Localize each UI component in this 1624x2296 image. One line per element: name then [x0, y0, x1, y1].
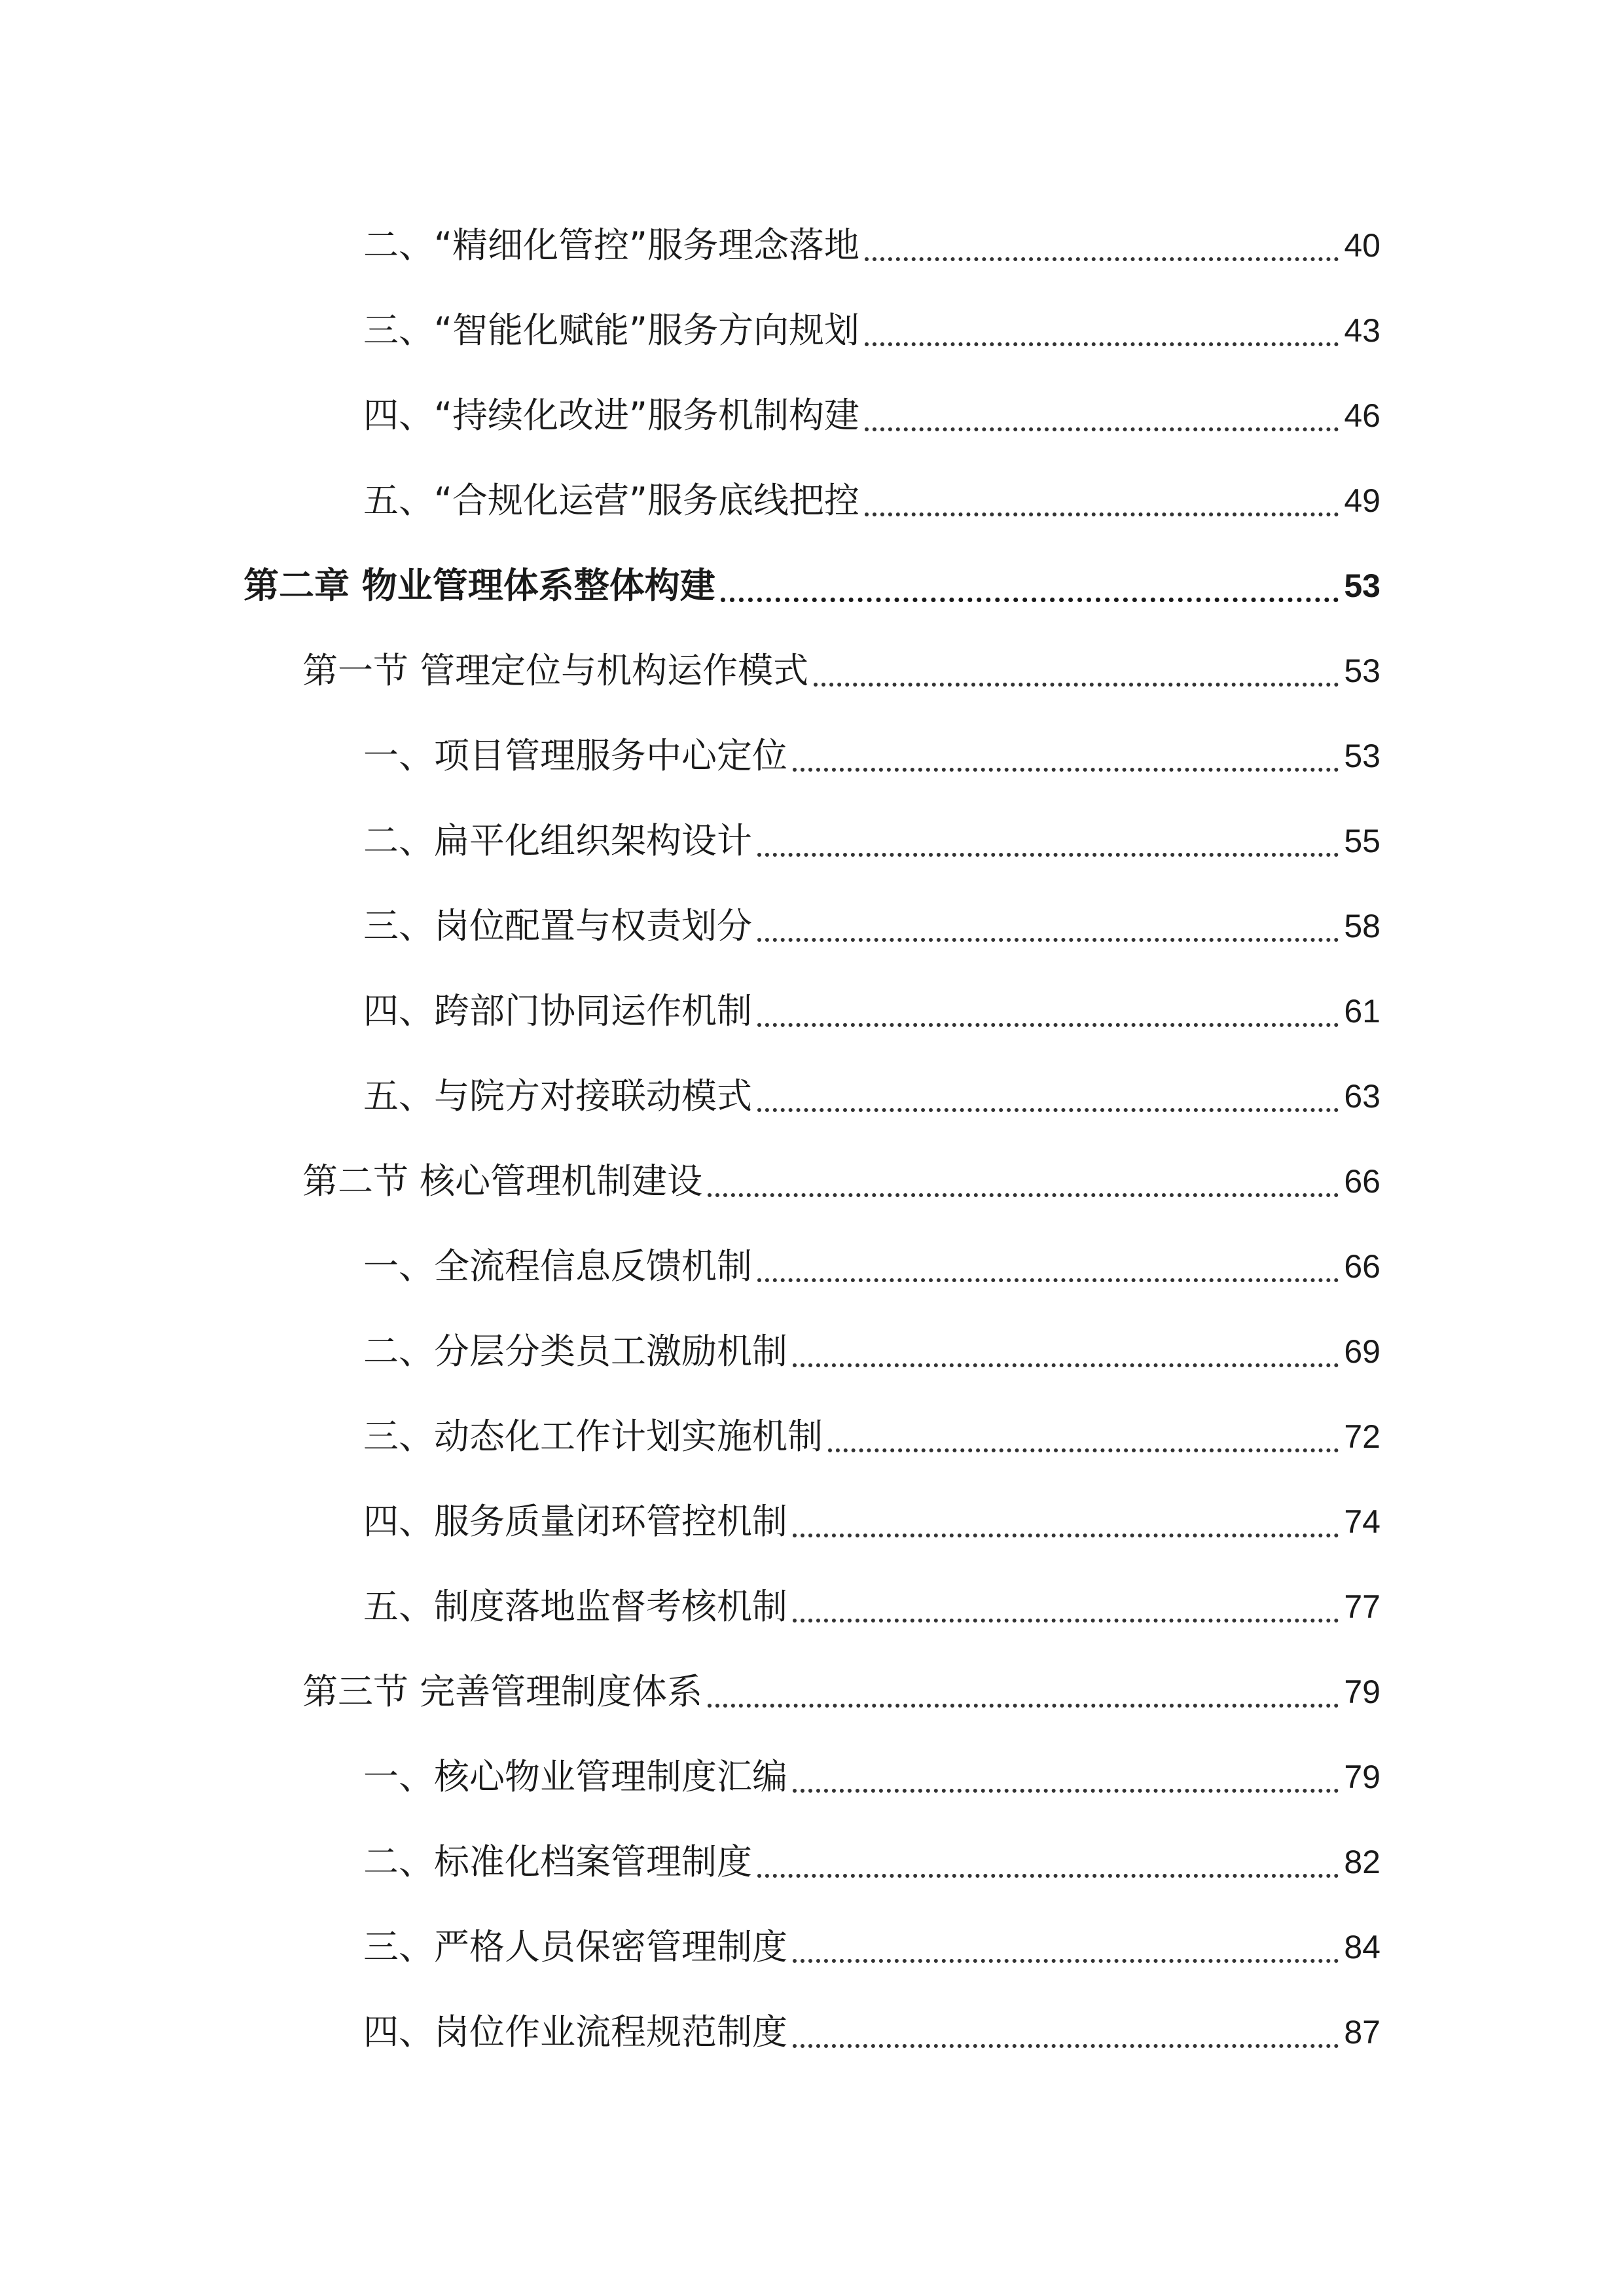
toc-entry[interactable] [0, 1054, 1624, 1139]
toc-entry[interactable] [0, 1649, 1624, 1734]
toc-dot-leader [757, 817, 1339, 857]
table-of-contents [0, 203, 1624, 2075]
toc-entry-title: 二、扁平化组织架构设计 [363, 820, 752, 861]
toc-entry[interactable] [0, 884, 1624, 969]
toc-dot-leader [757, 903, 1339, 942]
toc-entry-title: 三、动态化工作计划实施机制 [363, 1416, 823, 1457]
toc-entry-page-number: 61 [1344, 993, 1380, 1030]
toc-entry-page-number: 53 [1344, 738, 1380, 774]
toc-entry[interactable] [0, 543, 1624, 628]
toc-dot-leader [828, 1413, 1339, 1452]
toc-entry-page-number: 82 [1344, 1844, 1380, 1880]
toc-entry-page-number: 66 [1344, 1163, 1380, 1200]
toc-entry-page-number: 79 [1344, 1674, 1380, 1710]
toc-dot-leader [793, 732, 1339, 772]
toc-entry[interactable] [0, 1309, 1624, 1394]
toc-entry[interactable] [0, 1394, 1624, 1479]
toc-dot-leader [865, 222, 1339, 261]
toc-entry-title: 二、“精细化管控”服务理念落地 [363, 224, 859, 266]
toc-entry-page-number: 46 [1344, 397, 1380, 434]
toc-entry[interactable] [0, 1139, 1624, 1224]
toc-dot-leader [793, 1583, 1339, 1623]
toc-dot-leader [793, 1498, 1339, 1537]
toc-entry-page-number: 58 [1344, 908, 1380, 944]
toc-entry-page-number: 53 [1344, 567, 1380, 604]
toc-entry-title: 四、服务质量闭环管控机制 [363, 1501, 787, 1542]
toc-entry-page-number: 77 [1344, 1588, 1380, 1625]
toc-entry[interactable] [0, 1734, 1624, 1820]
toc-entry[interactable] [0, 969, 1624, 1054]
toc-dot-leader [865, 307, 1339, 346]
toc-dot-leader [865, 477, 1339, 516]
toc-entry-page-number: 40 [1344, 227, 1380, 264]
toc-entry-page-number: 66 [1344, 1248, 1380, 1285]
toc-entry-page-number: 43 [1344, 312, 1380, 349]
toc-entry-page-number: 69 [1344, 1333, 1380, 1370]
toc-entry[interactable] [0, 1224, 1624, 1309]
toc-entry-title: 一、全流程信息反馈机制 [363, 1246, 752, 1287]
toc-entry-title: 一、项目管理服务中心定位 [363, 735, 787, 776]
toc-entry[interactable] [0, 1905, 1624, 1990]
toc-entry[interactable] [0, 798, 1624, 884]
toc-entry-title: 第二章 物业管理体系整体构建 [244, 565, 715, 606]
toc-entry[interactable] [0, 1990, 1624, 2075]
toc-entry-title: 二、分层分类员工激励机制 [363, 1331, 787, 1372]
toc-entry-title: 第一节 管理定位与机构运作模式 [302, 650, 809, 691]
toc-entry[interactable] [0, 458, 1624, 543]
toc-entry[interactable] [0, 713, 1624, 798]
toc-entry[interactable] [0, 203, 1624, 288]
toc-entry-title: 四、跨部门协同运作机制 [363, 990, 752, 1031]
toc-entry-title: 三、“智能化赋能”服务方向规划 [363, 310, 859, 351]
toc-entry-title: 三、严格人员保密管理制度 [363, 1926, 787, 1967]
toc-entry-title: 一、核心物业管理制度汇编 [363, 1756, 787, 1797]
toc-entry[interactable] [0, 628, 1624, 713]
toc-entry-title: 五、与院方对接联动模式 [363, 1075, 752, 1117]
toc-dot-leader [865, 392, 1339, 431]
toc-dot-leader [757, 988, 1339, 1027]
toc-dot-leader [793, 1924, 1339, 1963]
toc-entry-page-number: 79 [1344, 1759, 1380, 1795]
toc-entry-title: 三、岗位配置与权责划分 [363, 905, 752, 946]
toc-entry[interactable] [0, 1479, 1624, 1564]
toc-dot-leader [757, 1839, 1339, 1878]
toc-entry-page-number: 72 [1344, 1418, 1380, 1455]
toc-entry-page-number: 74 [1344, 1503, 1380, 1540]
toc-entry-page-number: 87 [1344, 2014, 1380, 2051]
toc-entry-title: 五、制度落地监督考核机制 [363, 1586, 787, 1627]
toc-entry-page-number: 49 [1344, 482, 1380, 519]
toc-dot-leader [721, 562, 1339, 602]
toc-entry[interactable] [0, 288, 1624, 373]
toc-entry[interactable] [0, 1564, 1624, 1649]
toc-entry-page-number: 84 [1344, 1929, 1380, 1965]
toc-entry-page-number: 53 [1344, 653, 1380, 689]
toc-dot-leader [757, 1243, 1339, 1282]
toc-entry[interactable] [0, 373, 1624, 458]
toc-entry-page-number: 55 [1344, 823, 1380, 859]
toc-entry-title: 四、岗位作业流程规范制度 [363, 2011, 787, 2053]
toc-dot-leader [708, 1668, 1339, 1708]
toc-dot-leader [757, 1073, 1339, 1112]
toc-entry-page-number: 63 [1344, 1078, 1380, 1115]
toc-entry-title: 二、标准化档案管理制度 [363, 1841, 752, 1882]
toc-entry-title: 四、“持续化改进”服务机制构建 [363, 395, 859, 436]
toc-dot-leader [793, 1328, 1339, 1367]
toc-entry-title: 第二节 核心管理机制建设 [302, 1160, 703, 1202]
toc-dot-leader [793, 1753, 1339, 1793]
toc-dot-leader [814, 647, 1339, 687]
toc-dot-leader [708, 1158, 1339, 1197]
toc-entry-title: 五、“合规化运营”服务底线把控 [363, 480, 859, 521]
toc-entry[interactable] [0, 1820, 1624, 1905]
toc-entry-title: 第三节 完善管理制度体系 [302, 1671, 703, 1712]
toc-dot-leader [793, 2009, 1339, 2048]
